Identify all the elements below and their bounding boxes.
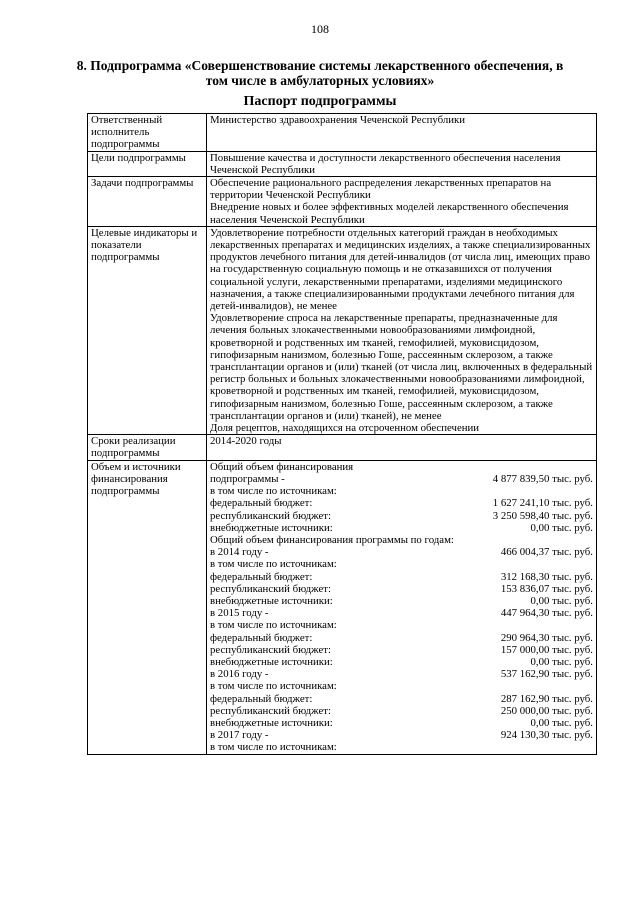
financing-line (210, 510, 593, 522)
value-paragraph: Удовлетворение потребности отдельных категорий граждан в необходимых лекарственных препаратах и медицинских изделиях, а также специализированных продуктов лечебного питания для детей-инвалидов (от числа лиц, имеющих право на государственную социальную помощь и не отказавшихся от получения социальной услуги, лекарственными препаратами, изделиями медицинского назначения, а также специализированными продуктами лечебного питания для детей-инвалидов), не менее (210, 226, 591, 313)
financing-amount: 4 877 839,50 тыс. руб. (492, 472, 593, 485)
financing-line (210, 693, 593, 705)
financing-line (210, 461, 593, 473)
financing-item: федеральный бюджет: (210, 631, 313, 644)
financing-row (88, 460, 597, 754)
financing-line (210, 522, 593, 534)
financing-item: республиканский бюджет: (210, 704, 331, 717)
financing-line (210, 705, 593, 717)
value-paragraph: Повышение качества и доступности лекарственного обеспечения населения Чеченской Республики (210, 151, 561, 176)
financing-item: внебюджетные источники: (210, 521, 333, 534)
financing-amount: 0,00 тыс. руб. (530, 655, 593, 668)
financing-amount: 153 836,07 тыс. руб. (500, 582, 593, 595)
financing-line (210, 473, 593, 485)
financing-item: в том числе по источникам: (210, 558, 337, 571)
financing-item: в 2017 году - (210, 729, 269, 742)
value-paragraph: Министерство здравоохранения Чеченской Республики (210, 114, 466, 126)
table-row (88, 177, 597, 227)
financing-amount: 537 162,90 тыс. руб. (500, 668, 593, 681)
financing-item: Общий объем финансирования программы по годам: (210, 533, 454, 546)
financing-line (210, 656, 593, 668)
financing-item: внебюджетные источники: (210, 594, 333, 607)
financing-line (210, 558, 593, 570)
page-number: 108 (311, 22, 329, 36)
table-row (88, 226, 597, 434)
financing-item: федеральный бюджет: (210, 570, 313, 583)
financing-line (210, 680, 593, 692)
financing-line (210, 717, 593, 729)
financing-item: в том числе по источникам: (210, 619, 337, 632)
financing-line (210, 595, 593, 607)
value-paragraph: 2014-2020 годы (210, 435, 282, 448)
section-title: 8. Подпрограмма «Совершенствование системы лекарственного обеспечения, в том числе в амбулаторных условиях» (76, 58, 564, 88)
financing-item: в 2016 году - (210, 668, 269, 681)
row-value (207, 435, 597, 460)
row-label: Сроки реализации подпрограммы (88, 435, 207, 460)
value-paragraph: Доля рецептов, находящихся на отсроченном обеспечении (210, 422, 480, 435)
financing-item: Общий объем финансирования (210, 460, 354, 473)
financing-item: в 2015 году - (210, 607, 269, 620)
financing-amount: 0,00 тыс. руб. (530, 521, 593, 534)
financing-item: в том числе по источникам: (210, 741, 337, 754)
financing-line (210, 619, 593, 631)
financing-line (210, 546, 593, 558)
financing-line (210, 583, 593, 595)
financing-line (210, 497, 593, 509)
row-value (207, 177, 597, 227)
financing-line (210, 534, 593, 546)
financing-amount: 447 964,30 тыс. руб. (500, 607, 593, 620)
financing-amount: 312 168,30 тыс. руб. (500, 570, 593, 583)
financing-amount: 1 627 241,10 тыс. руб. (492, 497, 593, 510)
financing-line (210, 571, 593, 583)
passport-heading: Паспорт подпрограммы (243, 94, 397, 109)
financing-amount: 157 000,00 тыс. руб. (500, 643, 593, 656)
financing-amount: 290 964,30 тыс. руб. (500, 631, 593, 644)
row-value (207, 114, 597, 152)
row-label: Цели подпрограммы (88, 151, 207, 176)
table-row (88, 435, 597, 460)
financing-amount: 924 130,30 тыс. руб. (500, 729, 593, 742)
value-paragraph: Внедрение новых и более эффективных моделей лекарственного обеспечения населения Чеченской Республики (210, 201, 569, 226)
financing-amount: 0,00 тыс. руб. (530, 594, 593, 607)
financing-item: в 2014 году - (210, 546, 269, 559)
financing-line (210, 485, 593, 497)
financing-line (210, 644, 593, 656)
financing-item: республиканский бюджет: (210, 509, 331, 522)
financing-item: внебюджетные источники: (210, 655, 333, 668)
financing-item: федеральный бюджет: (210, 692, 313, 705)
row-value (207, 151, 597, 176)
financing-line (210, 668, 593, 680)
financing-amount: 0,00 тыс. руб. (530, 716, 593, 729)
financing-line (210, 632, 593, 644)
financing-item: в том числе по источникам: (210, 680, 337, 693)
financing-item: республиканский бюджет: (210, 582, 331, 595)
table-row (88, 114, 597, 152)
row-label: Объем и источники финансирования подпрограммы (88, 460, 207, 754)
financing-item: федеральный бюджет: (210, 497, 313, 510)
row-label: Ответственный исполнитель подпрограммы (88, 114, 207, 152)
financing-item: внебюджетные источники: (210, 716, 333, 729)
financing-values (207, 460, 597, 754)
financing-item: в том числе по источникам: (210, 485, 337, 498)
financing-amount: 250 000,00 тыс. руб. (500, 704, 593, 717)
financing-amount: 466 004,37 тыс. руб. (500, 546, 593, 559)
value-paragraph: Удовлетворение спроса на лекарственные препараты, предназначенные для лечения больных злокачественными новообразованиями лимфоидной, кроветворной и родственных им тканей, гемофилией, муковисцидозом, гипофизарным нанизмом, болезнью Гоше, рассеянным склерозом, а также трансплантации органов и (или) тканей (от числа лиц, включенных в федеральный регистр больных и больных злокачественными новообразованиями лимфоидной, кроветворной и родственных им тканей, гемофилией, муковисцидозом, гипофизарным нанизмом, болезнью Гоше, рассеянным склерозом, а также трансплантации органов и (или) тканей), не менее (210, 312, 593, 422)
financing-amount: 3 250 598,40 тыс. руб. (492, 509, 593, 522)
financing-item: подпрограммы - (210, 472, 285, 485)
financing-item: республиканский бюджет: (210, 643, 331, 656)
table-row (88, 151, 597, 176)
value-paragraph: Обеспечение рационального распределения лекарственных препаратов на территории Чеченской Республики (210, 177, 552, 202)
row-value (207, 226, 597, 434)
financing-line (210, 741, 593, 753)
financing-amount: 287 162,90 тыс. руб. (500, 692, 593, 705)
row-label: Целевые индикаторы и показатели подпрограммы (88, 226, 207, 434)
financing-line (210, 729, 593, 741)
row-label: Задачи подпрограммы (88, 177, 207, 227)
passport-table (87, 113, 597, 755)
financing-line (210, 607, 593, 619)
